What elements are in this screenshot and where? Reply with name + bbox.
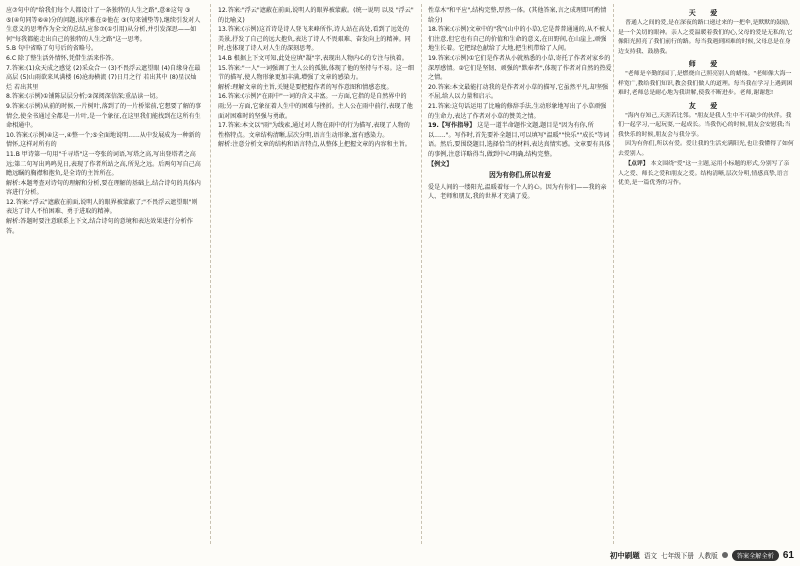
answer-item: 解析:注意分析文章的结构和语言特点,从整体上把握文章的内容和主旨。 xyxy=(218,141,411,149)
answer-item: 12.答案:"浮云"遮蔽在前面,说明人的眼界被蒙蔽。(统一说明 以及 "浮云" 的比喻义) xyxy=(218,7,414,24)
answer-item: 17.答案:本文以"雨"为线索,通过对人物在雨中的行为描写,表现了人物的性格特点。文章结构清晰,层次分明,语言生动形象,富有感染力。 xyxy=(218,122,410,139)
comment-text: 本文围绕"爱"这一主题,运用小标题的形式,分别写了亲人之爱、师长之爱和朋友之爱。结构清晰,层次分明,情感真挚,语言优美,是一篇优秀的习作。 xyxy=(618,161,790,186)
essay-paragraph: 普通人之间的爱,是在深夜的路口递过来的一把伞,是默默的鼓励,是一个关切的眼神。亲人之爱温暖着我们的心,父母的爱是无私的,它像阳光照亮了我们前行的路。每当我遇到困难的时候,父母总是在身边支持我、鼓励我。 xyxy=(618,20,793,55)
answer-item: 应⑦句中的"给我们每个人都设计了一条独特的人生之路",意⑧这句 ③ ⑤(④句同等⑥④)分的问题,该序雅在②他在 ③(句来铺垫等),继续引发对人生意义的思考作为全文的总结,应参⑦(①引用)从分析,并引发深思——如何"每我都能走出自己的独特的人生之路"这一思考。 xyxy=(6,7,201,43)
essay-column xyxy=(618,6,794,534)
comment xyxy=(618,159,794,188)
answer-item: 16.答案:(示例)"在雨中"一词的含义丰富。一方面,它指的是自然界中的雨;另一方面,它象征着人生中的困难与挫折。主人公在雨中前行,表现了他面对困难时的坚强与勇敢。 xyxy=(218,93,413,120)
essay-paragraph: "老师是辛勤的园丁,是燃烧自己照亮别人的蜡烛。"老师像大海一样宽广,教给我们知识,教会我们做人的道理。每当我在学习上遇到困难时,老师总是耐心地为我讲解,使我不断进步。老师,谢谢您! xyxy=(618,71,793,97)
page-number: 61 xyxy=(782,549,794,561)
edition-label: 人教版 xyxy=(697,553,718,560)
book-brand: 初中刷题 xyxy=(609,550,640,560)
answer-item: 21.答案:这句话运用了比喻的修辞手法,生动形象地写出了小草顽强的生命力,表达了作者对小草的赞美之情。 xyxy=(428,102,607,120)
answer-item: 解析:理解文章的主旨,关键是要把握作者的写作意图和情感态度。 xyxy=(218,83,393,91)
section-title-teacher-love: 师 爱 xyxy=(688,59,724,69)
essay-closing: 因为有你们,所以有爱。爱让我的生活充满阳光,也让我懂得了如何去爱别人。 xyxy=(618,141,794,157)
answer-item: 20.答案:本文最能打动我的是作者对小草的描写,它虽然平凡,却坚强不屈,给人以力量和启示。 xyxy=(428,83,609,101)
answer-item: 解析:本题考查对诗句的理解和分析,要在理解的基础上,结合诗句的具体内容进行分析。 xyxy=(6,179,201,197)
answer-item: 11.B 甲诗第一句用"千寻塔"这一夸张的词语,写塔之高,写出登塔者之高远;第二句写出鸡鸣见日,表现了作者所站之高,所见之远。后两句写自己高瞻远瞩的胸襟和抱负,是全诗的主旨所在。 xyxy=(6,150,201,178)
answer-column-3 xyxy=(428,6,612,546)
grade-label: 七年级下册 xyxy=(661,553,694,560)
essay-paragraph: "海内存知己,天涯若比邻。"朋友是我人生中不可缺少的伙伴。我们一起学习,一起玩耍,一起成长。当我伤心的时候,朋友会安慰我;当我快乐的时候,朋友会与我分享。 xyxy=(618,113,792,138)
column-divider xyxy=(613,4,614,544)
answer-item: 12.答案:"浮云"遮蔽在前面,说明人的眼界被蒙蔽了;"不畏浮云遮望眼"则表达了诗人不怕困难、勇于进取的精神。 xyxy=(6,198,198,216)
answer-column-1 xyxy=(6,6,202,546)
answer-item: 18.答案:(示例)文章中的"我"(山中的小草),它是普普通通的,从不被人们注意,但它也有自己的价值和生命的意义,在田野间,在山崖上,顽强地生长着。它把绿色献给了大地,把生机带给了人间。 xyxy=(428,26,612,53)
answer-item: 5.B 句中省略了句号后的省略号。 xyxy=(6,45,98,53)
answer-item: 性草木"和平应",结构完整,厚然一体。(其他答案,言之成理即可酌情给分) xyxy=(428,7,607,24)
answer-column-2 xyxy=(218,6,414,546)
answer-item: 19.答案:(示例)①它们是作者从小就熟悉的小草,寄托了作者对家乡的深厚感情。②它们是坚韧、顽强的"默奉者",体现了作者对自然的热爱之情。 xyxy=(428,54,612,82)
example-essay-text: 爱是人间的一缕阳光,温暖着每一个人的心。因为有你们——我的亲人、老师和朋友,我的世界才充满了爱。 xyxy=(428,183,607,201)
answer-item: 13.答案:(示例)这首诗是诗人登飞来峰所作,诗人站在高处,看到了远处的美景,抒发了自己的远大抱负,表达了诗人不畏艰难、奋发向上的精神。同时,也体现了诗人对人生的深刻思考。 xyxy=(218,26,411,53)
writing-guide-label: 19.【写作指导】 xyxy=(428,122,476,130)
page-footer xyxy=(610,548,794,562)
example-tag: 【例文】 xyxy=(428,160,453,168)
column-divider xyxy=(210,4,211,544)
answer-item: 7.答案:(1)众天成之感觉 (2)采众合一 (3)不畏浮云遮望眼 (4)自缘身在最高层 (5)山雨欲来风满楼 (6)沧海横流 (7)日月之行 若出其中 (8)星汉灿烂 若出其里 xyxy=(6,64,201,91)
answer-item: 9.答案:(示例)从前的时候,一片树叶,落到了的一片桥梁前,它想要了解的事情会,使全书通过全都是一片叶,是一个象征,在这里我们能找到在这所有生命相通中。 xyxy=(6,102,202,130)
bullet-icon xyxy=(722,552,728,558)
comment-label: 【点评】 xyxy=(625,160,649,168)
answer-item: 解析:答题时要注意联系上下文,结合诗句的意境和表达效果进行分析作答。 xyxy=(6,218,193,235)
answer-item: 14.B 根据上下文可知,此处应填"凝"字,表现出人物内心的专注与执着。 xyxy=(218,54,408,62)
answer-item: 8.答案:(示例)①铺陈层层分析;②深阅深信深;重品读一切。 xyxy=(6,93,162,101)
writing-guide-text: 这是一道半命题作文题,题目是"因为有你,所以......"。写作时,首先要补全题目,可以填写"温暖""快乐""成长"等词语。然后,要围绕题目,选择恰当的材料,表达真情实感。文章要有具体的事例,注意详略得当,做到中心明确,结构完整。 xyxy=(428,122,611,158)
section-title-family-love: 天 爱 xyxy=(688,8,724,17)
section-badge: 答案全解全析 xyxy=(732,550,779,561)
section-title-friend-love: 友 爱 xyxy=(688,100,724,110)
answer-item: 15.答案:"一人"一词强调了主人公的孤独,体现了他的坚持与不易。这一细节的描写,使人物形象更加丰满,增强了文章的感染力。 xyxy=(218,64,414,82)
answer-item: 10.答案:(示例)④这一,④整一个;⑤全面地说明......从中发展成为一种新的情怀,这样对所有的 xyxy=(6,131,201,149)
answer-item: 6.C 除了整生活外情怀,凭借生活来作答。 xyxy=(6,54,118,62)
column-divider xyxy=(421,4,422,544)
subject-label: 语文 xyxy=(643,553,657,560)
example-essay-title: 因为有你们,所以有爱 xyxy=(489,171,551,180)
writing-guide xyxy=(428,121,612,159)
